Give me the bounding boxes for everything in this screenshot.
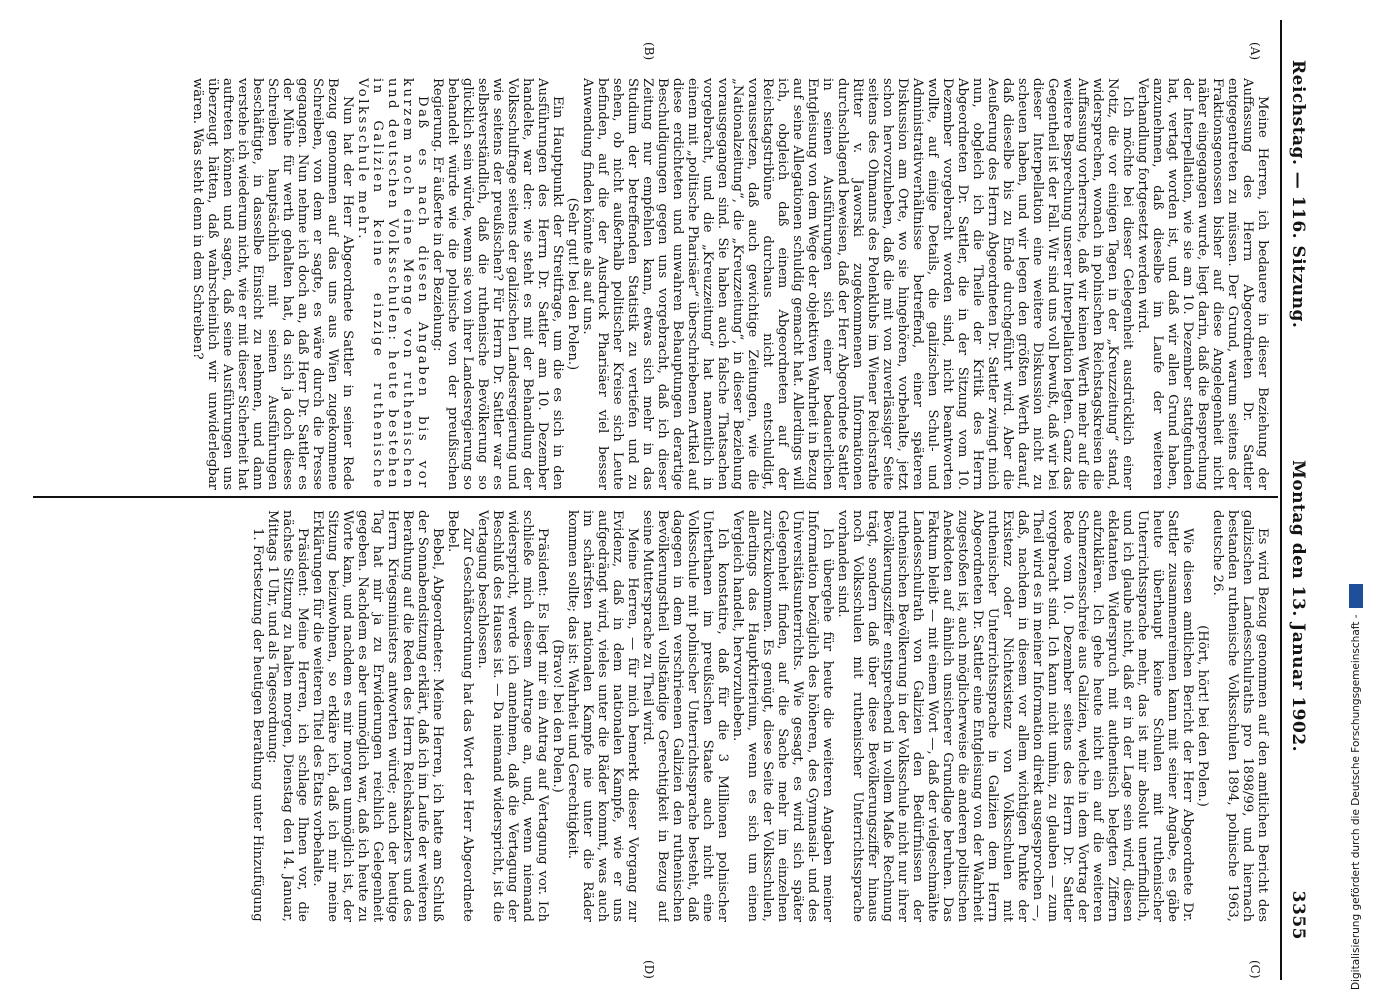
paragraph: Ich übergehe für heute die weiteren Angaben meiner Information bezüglich des höheren, des Gymnasial- und des Universitätsunterrichts. Wie gesagt, es wird sich später Gelegenheit finden, auf die Sache mehr im einzelnen zurückzukommen. Es genügt, diese Seite der Volksschulen, allerdings das Hauptkriterium, wenn es sich um einen Vergleich handelt, hervorzuheben.	[730, 510, 835, 922]
header-center: Montag den 13. Januar 1902.	[1288, 460, 1308, 753]
credit-text: Digitalisierung gefördert durch die Deutsche Forschungsgemeinschaft -	[1350, 614, 1362, 990]
rotated-newspaper-page	[26, 0, 1326, 1000]
agenda-item: 1. Fortsetzung der heutigen Berathung unter Hinzufügung	[250, 528, 265, 922]
right-column	[35, 510, 1270, 922]
left-column	[35, 78, 1270, 490]
paragraph: Meine Herren, — für mich bemerkt dieser Vorgang zur Evidenz, daß in dem nationalen Kampfe, wie er uns aufgedrängt wird, vieles unter die Räder kommt, was auch im schärfsten nationalen Kampfe nie unter die Räder kommen sollte; das ist: Wahrheit und Gerechtigkeit.	[565, 510, 640, 922]
header-rule	[1280, 20, 1282, 980]
dfg-logo-icon	[1349, 584, 1363, 608]
paragraph: Wie diesen amtlichen Bericht der Herr Abgeordnete Dr. Sattler zusammenreimen kann mit seiner Angabe, es gäbe heute überhaupt keine Schulen mit ruthenischer Unterrichtssprache mehr, das ist mir absolut unerfindlich, und ich glaube nicht, daß er in der Lage sein wird, diesen eklatanten Widerspruch mit authentisch belegten Ziffern aufzuklären. Ich gehe heute nicht ein auf die weiteren Schmerzensschreie aus Galizien, welche in dem Vortrag der Rede vom 10. Dezember seitens des Herrn Dr. Sattler vorgebracht sind. Ich kann nicht umhin, zu glauben — zum Theil wird es in meiner Information direkt ausgesprochen —, daß, nachdem in diesem vor allem wichtigen Punkte der Existenz oder Nichtexistenz von Volksschulen mit ruthenischer Unterrichtssprache in Galizien dem Herrn Abgeordneten Dr. Sattler eine Entgleisung von der Wahrheit zugestoßen ist, auch möglicherweise die anderen politischen Anekdoten auf ähnlich unsicherer Grundlage beruhen. Das Faktum bleibt — mit einem Wort —, daß der vielgeschmähte Landesschulrath von Galizien den Bedürfnissen der ruthenischen Bevölkerung in der Volksschule nicht nur ihrer Bevölkerungsziffer entsprechend in vollem Maße Rechnung trägt, sondern daß über diese Bevölkerungsziffer hinaus noch Volksschulen mit ruthenischer Unterrichtssprache vorhanden sind.	[835, 510, 1195, 922]
speaker-paragraph: Präsident: Meine Herren, ich schlage Ihnen vor, die nächste Sitzung zu halten morgen, Dienstag den 14. Januar, Mittags 1 Uhr, und als Tagesordnung:	[265, 510, 310, 922]
digitization-credit	[1343, 0, 1383, 1000]
page-header	[1284, 60, 1308, 940]
speaker-paragraph: Bebel, Abgeordneter: Meine Herren, ich hatte am Schluß der Sonnabendsitzung erklärt, daß ich im Laufe der weiteren Berathung auf die Reden des Herrn Reichskanzlers und des Herrn Kriegsministers antworten würde; auch der heutige Tag hat mir ja zu Erwiderungen reichlich Gelegenheit gegeben. Nachdem es aber unmöglich war, daß ich heute zu Worte kam, und nachdem es mir morgen unmöglich ist, der Sitzung beizuwohnen, so erkläre ich, daß ich mir meine Erklärungen für die weiteren Titel des Etats vorbehalte.	[310, 510, 445, 922]
page-number: 3355	[1288, 890, 1308, 940]
margin-marker-a: (A)	[1248, 42, 1262, 61]
interjection: (Hört, hört! bei den Polen.)	[1195, 625, 1210, 807]
column-divider	[33, 496, 1278, 498]
paragraph: Meine Herren, ich bedauere in dieser Beziehung der Auffassung des Herrn Abgeordneten Dr. Sattler entgegentreten zu müssen. Der Grund, warum seitens der Fraktionsgenossen bisher auf diese Angelegenheit nicht näher eingegangen wurde, liegt darin, daß die Besprechung der Interpellation, wie sie am 10. Dezember stattgefunden hat, vertagt worden ist, und daß wir allen Grund haben, anzunehmen, daß dieselbe im Laufe der weiteren Verhandlung fortgesetzt werden wird.	[1135, 78, 1270, 490]
speaker-paragraph: Präsident: Es liegt mir ein Antrag auf Vertagung vor. Ich schließe mich diesem Antrage an, und, wenn niemand widerspricht, werde ich annehmen, daß die Vertagung der Beschluß des Hauses ist. — Da niemand widerspricht, ist die Vertagung beschlossen.	[475, 510, 550, 922]
interjection: (Bravo! bei den Polen.)	[550, 639, 565, 793]
paragraph: Ein Hauptpunkt der Streitfrage, um die es sich in den Ausführungen des Herrn Dr. Sattler am 10. Dezember handelte, war der: wie steht es mit der Behandlung der Volksschulfrage seitens der galizischen Landesregierung und wie seitens der preußischen? Für Herrn Dr. Sattler war es selbstverständlich, daß die ruthenische Bevölkerung so glücklich sein würde, wenn sie von ihrer Landesregierung so behandelt würde wie die polnische von der preußischen Regierung. Er äußerte in der Beziehung:	[430, 78, 565, 490]
margin-marker-d: (D)	[642, 960, 656, 979]
quotation: Daß es nach diesen Angaben bis vor kurzem noch eine Menge von ruthenischen und deutschen Volksschulen: heute bestehen in Galizien keine einzige ruthenische Volksschule mehr.	[355, 78, 430, 490]
paragraph: Es wird Bezug genommen auf den amtlichen Bericht des galizischen Landesschulraths pro 1898/99, und hiernach bestanden ruthenische Volksschulen 1894, polnische 1963, deutsche 26.	[1210, 510, 1270, 922]
paragraph: Ich möchte bei dieser Gelegenheit ausdrücklich einer Notiz, die vor einigen Tagen in der „Kreuzzeitung“ stand, widersprechen, wonach in polnischen Reichstagskreisen die Auffassung vorherrsche, daß wir keinen Werth mehr auf die weitere Besprechung unserer Interpellation legten. Ganz das Gegentheil ist der Fall. Wir sind uns voll bewußt, daß wir bei dieser Interpellation eine weitere Diskussion nicht zu scheuen haben, und wir legen den größten Werth darauf, daß dieselbe bis zu Ende durchgeführt wird. Aber die Aeußerung des Herrn Abgeordneten Dr. Sattler zwingt mich nun, obgleich ich die Theile der Kritik des Herrn Abgeordneten Dr. Sattler, die in der Sitzung vom 10. Dezember vorgebracht worden sind, nicht beantworten wollte, auf einige Details, die galizischen Schul- und Administrativverhältnisse betreffend, einer späteren Diskussion am Orte, wo sie hingehören, vorbehalte, jetzt schon hervorzuheben, daß die mit von zuverlässiger Seite seitens des Ohmanns des Polenklubs im Wiener Reichsrathe Ritter v. Jaworski zugekommenen Informationen durchschlagend beweisen, daß der Herr Abgeordnete Sattler in seinen Ausführungen sich einer bedauerlichen Entgleisung von dem Wege der objektiven Wahrheit in Bezug auf seine Allegationen schuldig gemacht hat. Allerdings will ich, obgleich daß einem Abgeordneten auf der Reichstagstribüne durchaus nicht entschuldigt, voraussetzen, daß auch gewichtige Zeitungen, wie die „Nationalzeitung“, die „Kreuzzeitung“, in dieser Beziehung vorausgegangen sind. Sie haben auch falsche Thatsachen vorgebracht, und die „Kreuzzeitung“ hat namentlich in einem mit „politische Pharisäer“ überschriebenen Artikel auf diese erdichteten und unwahren Behauptungen derartige Beschuldigungen gegen uns vorgebracht, daß ich dieser Zeitung nur empfehlen kann, etwas sich mehr in das Studium der betreffenden Statistik zu vertiefen und zu sehen, ob nicht außerhalb politischer Kreise sich Leute befinden, auf die der Ausdruck Pharisäer viel besser Anwendung finden könnte als auf uns.	[580, 78, 1135, 490]
margin-marker-c: (C)	[1248, 960, 1262, 979]
paragraph: Zur Geschäftsordnung hat das Wort der Herr Abgeordnete Bebel.	[445, 510, 475, 922]
paragraph: Ich konstatire, daß für die 3 Millionen polnischer Unterthanen im preußischen Staate auch nicht eine Volksschule mit polnischer Unterrichtssprache besteht, daß dagegen in dem verschrieenen Galizien den ruthenischen Bevölkerungstheil vollständige Gerechtigkeit in Bezug auf seine Muttersprache zu Theil wird.	[640, 510, 730, 922]
margin-marker-b: (B)	[642, 42, 656, 61]
paragraph: Nun hat der Herr Abgeordnete Sattler in seiner Rede Bezug genommen auf das uns aus Wien zugekommene Schreiben, von dem er sagte, es wäre durch die Presse gegangen. Nun nehme ich doch an, daß Herr Dr. Sattler es der Mühe für werth gehalten hat, da sich ja doch dieses Schreiben hauptsächlich mit seinen Ausführungen beschäftigte, in dasselbe Einsicht zu nehmen, und dann verstehe ich wiederum nicht, wie er mit dieser Sicherheit hat auftreten können und sagen, daß seine Ausführungen uns überzeugt hätten, daß wahrscheinlich wir unwiderlegbar wären. Was steht denn in dem Schreiben?	[190, 78, 355, 490]
interjection: (Sehr gut! bei den Polen.)	[565, 197, 580, 371]
header-left: Reichstag. — 116. Sitzung.	[1288, 60, 1308, 329]
